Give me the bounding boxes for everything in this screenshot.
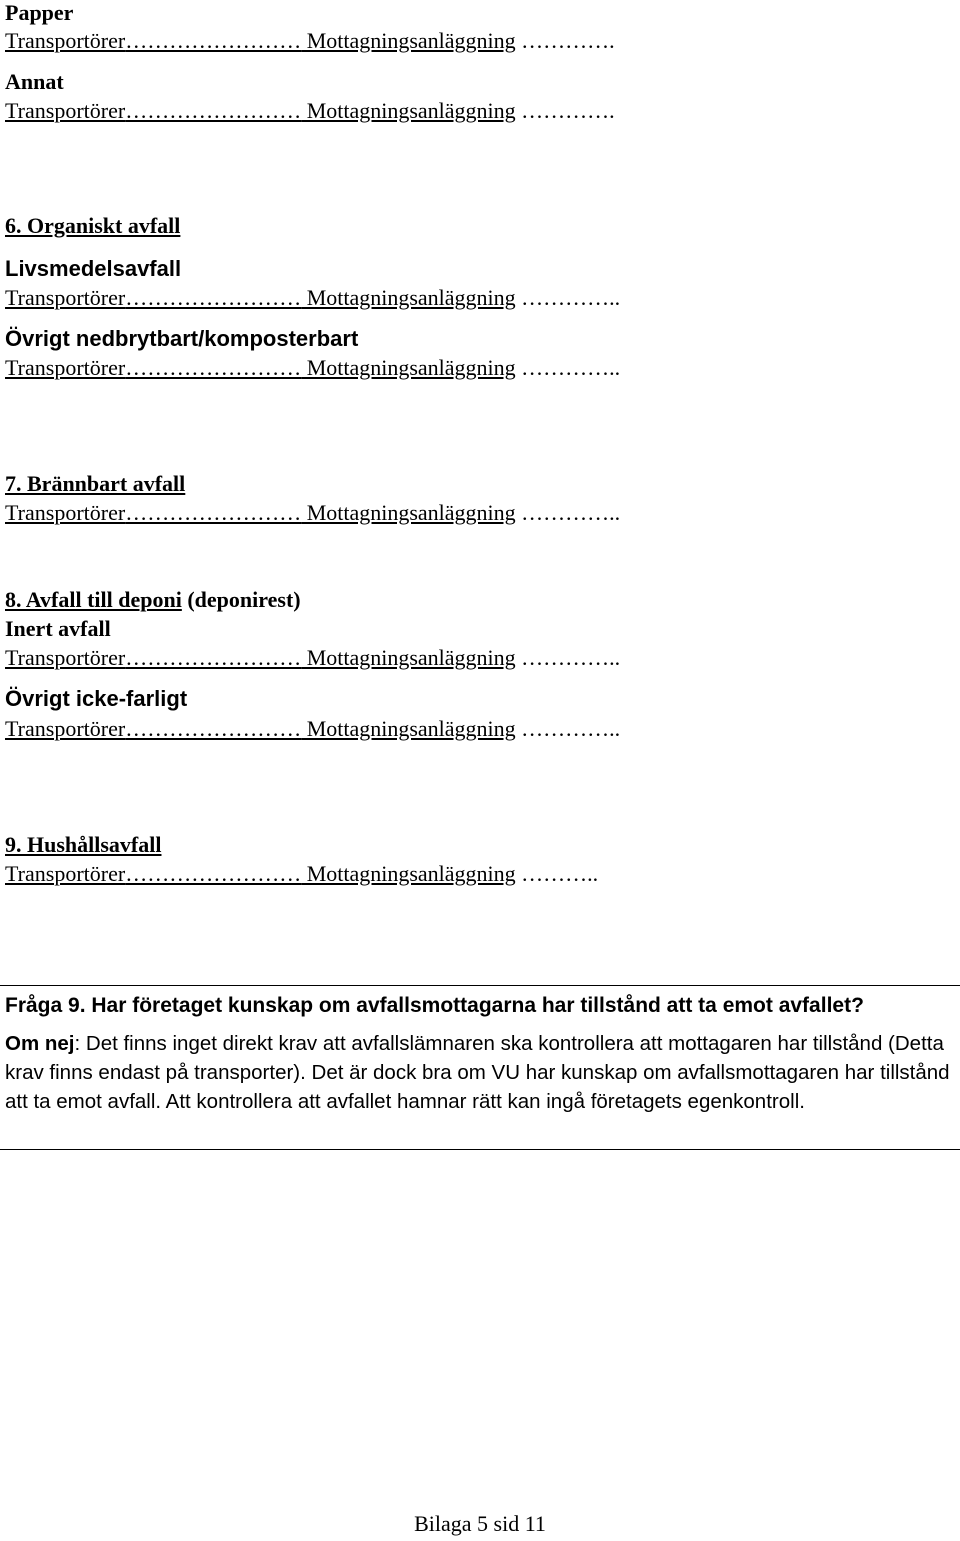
question-top-rule	[0, 985, 960, 986]
transporter-label: Transportörer	[5, 285, 126, 310]
facility-label: Mottagningsanläggning	[301, 500, 516, 525]
facility-dots: …………..	[515, 716, 621, 741]
answer-text: : Det finns inget direkt krav att avfallslämnaren ska kontrollera att mottagaren har tillstånd (Detta krav finns endast på transporter). Det är dock bra om VU har kunskap om avfallsmottagaren har tillstånd att ta emot avfall. Att kontrollera att avfallet hamnar rätt kan ingå företagets egenkontroll.	[5, 1032, 950, 1113]
waste-line-livsmedel	[5, 285, 620, 311]
transporter-dots: ……………………	[125, 645, 302, 670]
section-8-sub-icke-farligt: Övrigt icke-farligt	[5, 686, 188, 711]
section-8-title-note: (deponirest)	[181, 587, 301, 612]
facility-label: Mottagningsanläggning	[301, 355, 516, 380]
question-answer	[5, 1029, 955, 1116]
question-block	[5, 991, 955, 1116]
facility-dots: …………..	[515, 285, 621, 310]
facility-dots: ………….	[515, 98, 615, 123]
transporter-dots: ……………………	[125, 285, 302, 310]
transporter-label: Transportörer	[5, 28, 126, 53]
waste-line-inert	[5, 645, 620, 671]
facility-label: Mottagningsanläggning	[301, 645, 516, 670]
section-6-sub-nedbrytbart: Övrigt nedbrytbart/komposterbart	[5, 326, 359, 351]
facility-label: Mottagningsanläggning	[301, 861, 516, 886]
section-6-title: 6. Organiskt avfall	[5, 213, 181, 238]
answer-lead: Om nej	[5, 1032, 75, 1055]
page-footer: Bilaga 5 sid 11	[414, 1511, 546, 1536]
facility-dots: ………….	[515, 28, 615, 53]
facility-label: Mottagningsanläggning	[301, 98, 516, 123]
facility-label: Mottagningsanläggning	[301, 716, 516, 741]
section-8-title-main: 8. Avfall till deponi	[5, 587, 182, 612]
waste-line-annat	[5, 98, 615, 124]
transporter-label: Transportörer	[5, 98, 126, 123]
facility-dots: …………..	[515, 355, 621, 380]
section-8-sub-inert: Inert avfall	[5, 616, 111, 641]
transporter-label: Transportörer	[5, 500, 126, 525]
facility-dots: …………..	[515, 500, 621, 525]
question-label: Fråga 9. Har företaget kunskap om avfallsmottagarna har tillstånd att ta emot avfallet?	[5, 994, 864, 1017]
transporter-dots: ……………………	[125, 355, 302, 380]
transporter-dots: ……………………	[125, 98, 302, 123]
facility-label: Mottagningsanläggning	[301, 285, 516, 310]
waste-line-icke-farligt	[5, 716, 620, 742]
transporter-dots: ……………………	[125, 861, 302, 886]
transporter-label: Transportörer	[5, 355, 126, 380]
question-bottom-rule	[0, 1149, 960, 1150]
section-7-title: 7. Brännbart avfall	[5, 471, 186, 496]
transporter-label: Transportörer	[5, 716, 126, 741]
waste-line-hushall	[5, 861, 598, 887]
section-6-sub-livsmedel: Livsmedelsavfall	[5, 256, 182, 281]
waste-line-papper	[5, 28, 615, 54]
heading-papper: Papper	[5, 0, 74, 25]
waste-line-nedbrytbart	[5, 355, 620, 381]
facility-dots: …………..	[515, 645, 621, 670]
transporter-dots: ……………………	[125, 716, 302, 741]
transporter-dots: ……………………	[125, 28, 302, 53]
waste-line-brannbart	[5, 500, 620, 526]
transporter-label: Transportörer	[5, 645, 126, 670]
transporter-label: Transportörer	[5, 861, 126, 886]
transporter-dots: ……………………	[125, 500, 302, 525]
heading-annat: Annat	[5, 69, 64, 94]
facility-dots: ………..	[515, 861, 599, 886]
section-8-title	[5, 587, 301, 613]
section-9-title: 9. Hushållsavfall	[5, 832, 162, 857]
facility-label: Mottagningsanläggning	[301, 28, 516, 53]
